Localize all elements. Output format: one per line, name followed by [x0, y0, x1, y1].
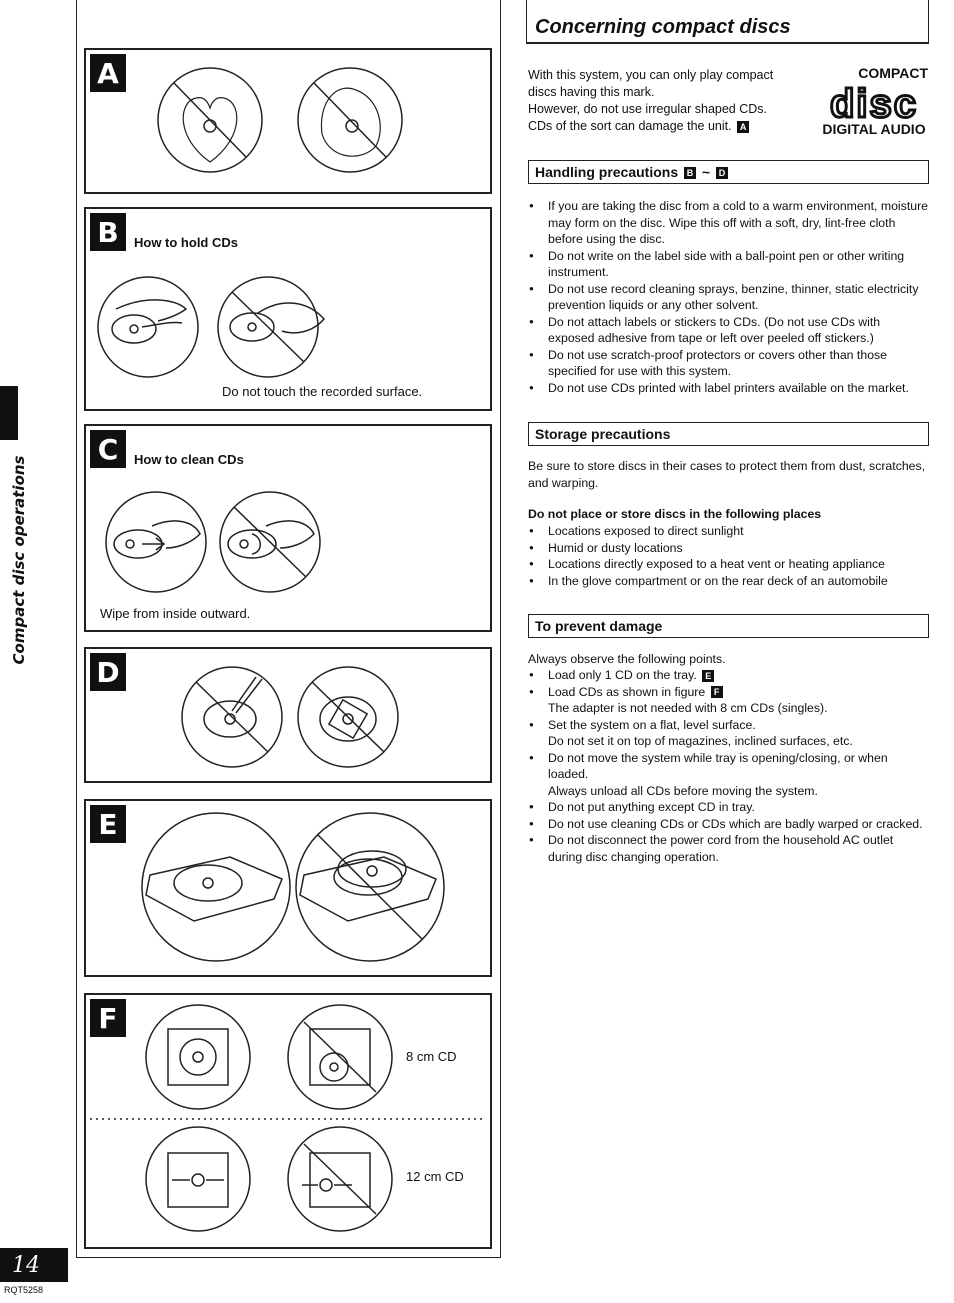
figure-ref-d: D: [716, 167, 728, 179]
hold-cd-illustration: [86, 209, 490, 409]
logo-top-text: COMPACT: [858, 65, 928, 81]
list-item: ● Do not use CDs printed with label printers available on the market.: [528, 380, 930, 397]
figure-ref-range-sep: ~: [701, 164, 711, 180]
panel-b-title: How to hold CDs: [134, 235, 238, 250]
panel-f-disc-sizes: [84, 993, 492, 1249]
list-item: ● Do not disconnect the power cord from the household AC outlet during disc changing operation.: [528, 832, 930, 865]
page-title-box: [526, 0, 929, 44]
list-item: ● Do not use cleaning CDs or CDs which are badly warped or cracked.: [528, 816, 930, 833]
handling-heading: Handling precautions: [535, 164, 679, 180]
panel-b-holding: [84, 207, 492, 411]
panel-e-letter: E: [90, 805, 126, 843]
list-item-note: The adapter is not needed with 8 cm CDs (singles).: [548, 701, 828, 715]
list-item: ● If you are taking the disc from a cold to a warm environment, moisture may form on the disc. Wipe this off with a soft, dry, lint-free cloth before using the disc.: [528, 198, 930, 248]
tray-loading-illustration: [86, 801, 490, 975]
logo-bottom-text: DIGITAL AUDIO: [822, 121, 926, 137]
correct-single-cd-icon: [142, 813, 290, 961]
intro-text: [528, 67, 798, 135]
list-item: ● Do not use record cleaning sprays, benzine, thinner, static electricity prevention liquids or any other solvent.: [528, 281, 930, 314]
list-item-note: Always unload all CDs before moving the system.: [548, 783, 818, 798]
panel-c-caption: Wipe from inside outward.: [100, 606, 251, 621]
list-item: ● Locations exposed to direct sunlight: [528, 523, 930, 540]
correct-wipe-icon: [106, 492, 206, 592]
panel-c-cleaning: [84, 424, 492, 632]
irregular-disc-illustration: [86, 50, 490, 192]
figure-ref-b: B: [684, 167, 696, 179]
list-item: ● Do not put anything except CD in tray.: [528, 799, 930, 816]
document-code: RQT5258: [4, 1285, 44, 1295]
list-item: ● Do not attach labels or stickers to CDs. (Do not use CDs with exposed adhesive from tape or left over peeled off stickers.): [528, 314, 930, 347]
panel-c-letter: C: [90, 430, 126, 468]
storage-heading-box: [528, 422, 929, 446]
panel-f-letter: F: [90, 999, 126, 1037]
list-item: ● Do not use scratch-proof protectors or covers other than those specified for use with this system.: [528, 347, 930, 380]
damage-intro: Always observe the following points.: [528, 652, 726, 666]
panel-d-letter: D: [90, 653, 126, 691]
page-number: 14: [0, 1248, 68, 1282]
list-item: ● Humid or dusty locations: [528, 540, 930, 557]
handling-heading-box: [528, 160, 929, 184]
correct-12cm-icon: [146, 1127, 250, 1231]
page-title: Concerning compact discs: [535, 16, 791, 38]
panel-d-handling-warnings: [84, 647, 492, 783]
handling-list: [528, 198, 930, 396]
label-12cm-cd: 12 cm CD: [406, 1169, 464, 1184]
damage-heading-box: [528, 614, 929, 638]
storage-heading: Storage precautions: [535, 426, 671, 442]
panel-c-title: How to clean CDs: [134, 452, 244, 467]
intro-line-3: CDs of the sort can damage the unit. A: [528, 118, 798, 135]
intro-line-2: However, do not use irregular shaped CDs.: [528, 102, 768, 116]
panel-a-letter: A: [90, 54, 126, 92]
damage-list: [528, 667, 930, 865]
list-item: ● Locations directly exposed to a heat vent or heating appliance: [528, 556, 930, 573]
panel-e-tray-loading: [84, 799, 492, 977]
storage-intro: Be sure to store discs in their cases to protect them from dust, scratches, and warping.: [528, 459, 926, 490]
list-item: ● Set the system on a flat, level surface.: [528, 717, 930, 734]
figure-ref-e: E: [702, 670, 714, 682]
list-item: ● Do not move the system while tray is opening/closing, or when loaded.: [528, 750, 930, 783]
disc-size-illustration: [86, 995, 490, 1247]
compact-disc-logo: [818, 65, 930, 137]
figure-ref-f: F: [711, 686, 723, 698]
no-writing-no-sticker-illustration: [86, 649, 490, 781]
damage-heading: To prevent damage: [535, 618, 663, 634]
storage-list: [528, 523, 930, 589]
section-side-label: Compact disc operations: [10, 455, 28, 665]
panel-b-caption: Do not touch the recorded surface.: [222, 384, 423, 399]
list-item: ● Load only 1 CD on the tray. E: [528, 667, 930, 684]
list-item-note: Do not set it on top of magazines, inclined surfaces, etc.: [548, 734, 853, 748]
figure-ref-a: A: [737, 121, 749, 133]
panel-b-letter: B: [90, 213, 126, 251]
list-item: ● Load CDs as shown in figure F: [528, 684, 930, 701]
correct-8cm-icon: [146, 1005, 250, 1109]
logo-middle-text: disc: [829, 82, 919, 126]
list-item: ● In the glove compartment or on the rear deck of an automobile: [528, 573, 930, 590]
correct-hold-icon: [98, 277, 198, 377]
clean-cd-illustration: [86, 426, 490, 630]
intro-line-1: With this system, you can only play compact discs having this mark.: [528, 68, 774, 99]
panel-a-irregular-discs: [84, 48, 492, 194]
label-8cm-cd: 8 cm CD: [406, 1049, 457, 1064]
compact-disc-logo-mark: [818, 65, 930, 137]
storage-subheading: Do not place or store discs in the following places: [528, 507, 822, 521]
list-item: ● Do not write on the label side with a ball-point pen or other writing instrument.: [528, 248, 930, 281]
